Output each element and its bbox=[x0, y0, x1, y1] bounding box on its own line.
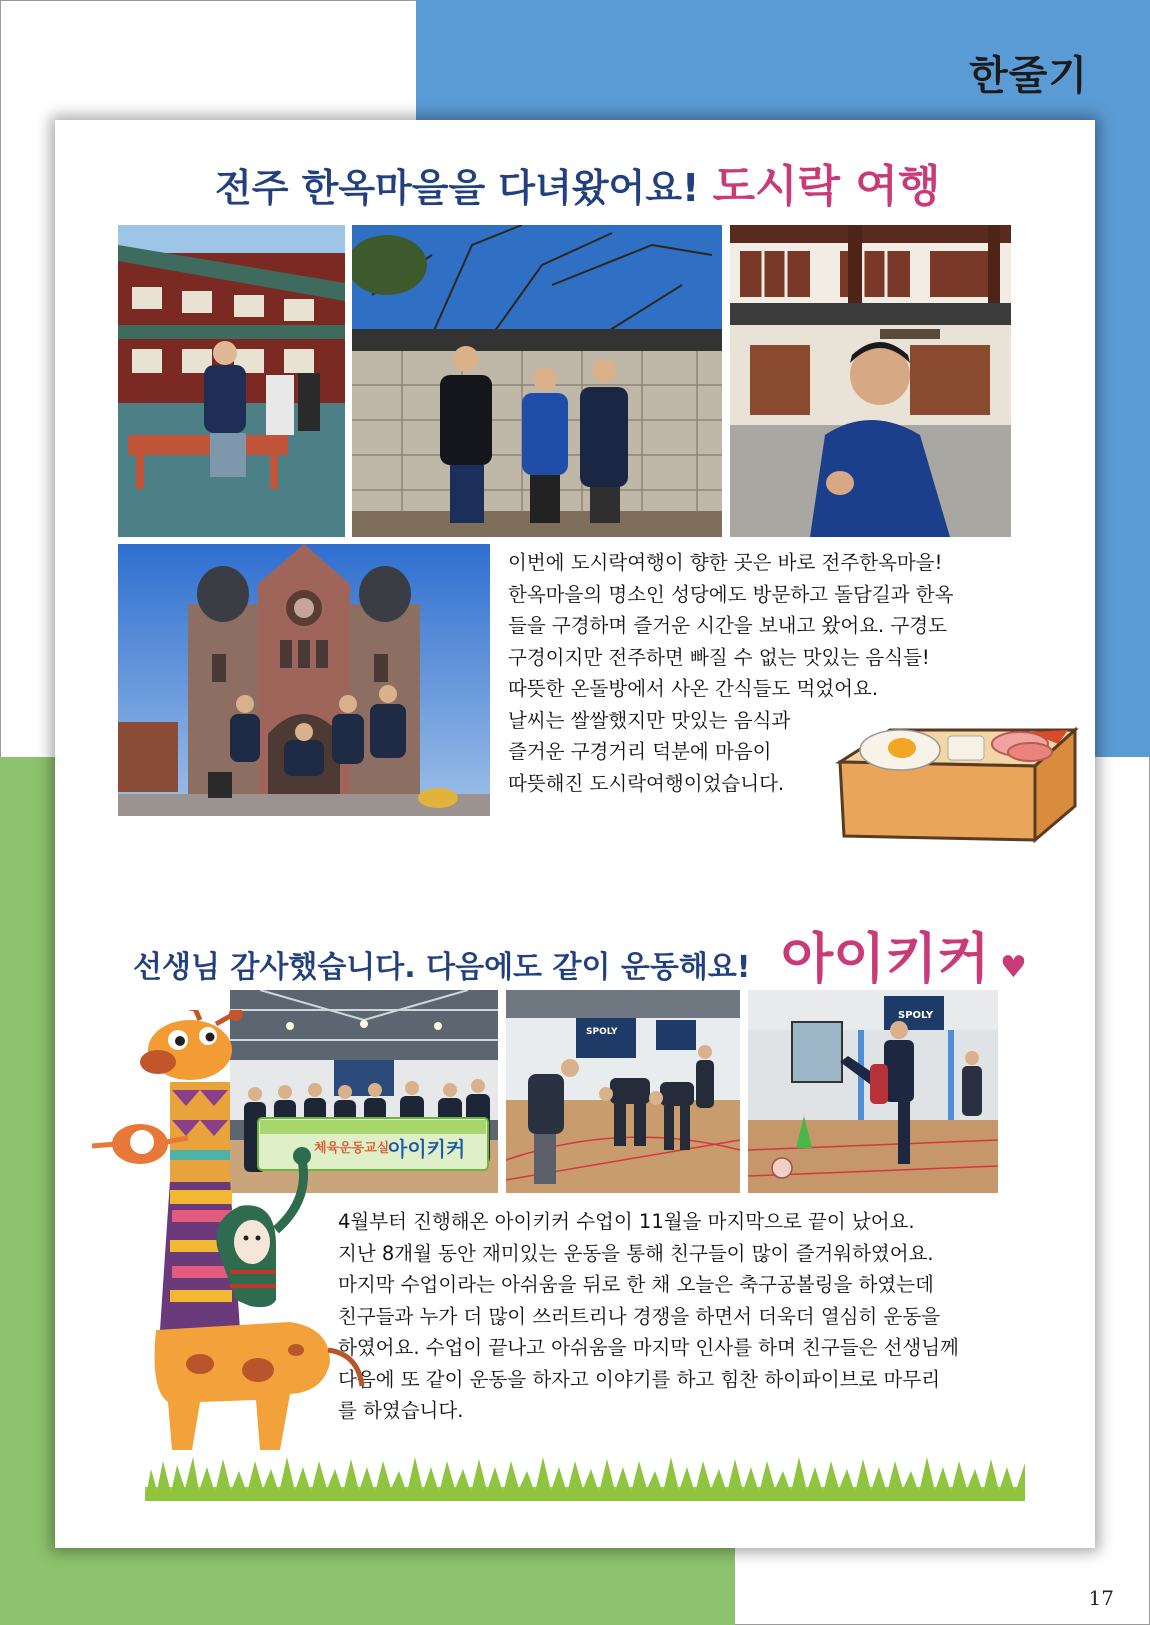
spoly-sign: SPOLY bbox=[586, 1027, 618, 1037]
article1-line: 이번에 도시락여행이 향한 곳은 바로 전주한옥마을! bbox=[508, 551, 943, 574]
article1-line: 구경이지만 전주하면 빠질 수 없는 맛있는 음식들! bbox=[508, 645, 930, 669]
article1-title-accent: 도시락 여행 bbox=[712, 161, 941, 212]
photo-cathedral bbox=[118, 544, 490, 816]
article2-title-main: 선생님 감사했습니다. 다음에도 같이 운동해요! bbox=[133, 950, 751, 985]
article1-line: 즐거운 구경거리 덕분에 마음이 bbox=[508, 740, 772, 763]
giraffe-illustration bbox=[80, 1010, 380, 1460]
spoly-sign: SPOLY bbox=[898, 1010, 934, 1021]
article2-line: 친구들과 누가 더 많이 쓰러트리나 경쟁을 하면서 더욱더 열심히 운동을 bbox=[338, 1304, 941, 1328]
article1-title-main: 전주 한옥마을을 다녀왔어요! bbox=[215, 166, 700, 210]
article2-body bbox=[338, 1206, 1038, 1427]
photo-gym-bowing bbox=[506, 990, 740, 1193]
photo-hanok-bench bbox=[118, 225, 345, 537]
article2-line: 지난 8개월 동안 재미있는 운동을 통해 친구들이 많이 즐거워하였어요. bbox=[338, 1241, 934, 1265]
article2-line: 4월부터 진행해온 아이키커 수업이 11월을 마지막으로 끝이 났어요. bbox=[338, 1210, 915, 1233]
article1-line: 따뜻해진 도시락여행이었습니다. bbox=[508, 771, 785, 795]
article2-line: 하였어요. 수업이 끝나고 아쉬움을 마지막 인사를 하며 친구들은 선생님께 bbox=[338, 1336, 959, 1359]
article1-line: 날씨는 쌀쌀했지만 맛있는 음식과 bbox=[508, 708, 791, 732]
photo-hanok-closeup bbox=[730, 225, 1011, 537]
article2-title bbox=[133, 916, 1027, 993]
article2-line: 를 하였습니다. bbox=[338, 1399, 464, 1422]
article1-line: 한옥마을의 명소인 성당에도 방문하고 돌담길과 한옥 bbox=[508, 582, 954, 606]
article2-line: 다음에 또 같이 운동을 하자고 이야기를 하고 힘찬 하이파이브로 마무리 bbox=[338, 1367, 941, 1391]
heart-icon: ♥ bbox=[1000, 950, 1027, 985]
lunchbox-illustration bbox=[830, 722, 1080, 847]
photo-gym-kick bbox=[748, 990, 998, 1193]
content-card bbox=[55, 120, 1095, 1548]
article1-line: 따뜻한 온돌방에서 사온 간식들도 먹었어요. bbox=[508, 677, 879, 700]
banner-text: 아이키커 bbox=[388, 1137, 466, 1161]
section-label: 한줄기 bbox=[969, 53, 1088, 99]
article1-title bbox=[215, 150, 940, 214]
photo-stone-wall bbox=[352, 225, 722, 537]
banner-sub: 체육운동교실 bbox=[314, 1141, 390, 1156]
article1-line: 들을 구경하며 즐거운 시간을 보내고 왔어요. 구경도 bbox=[508, 614, 947, 637]
grass-decoration bbox=[145, 1443, 1025, 1501]
page-number: 17 bbox=[1088, 1586, 1114, 1610]
article2-title-accent: 아이키커 bbox=[780, 927, 990, 990]
article2-line: 마지막 수업이라는 아쉬움을 뒤로 한 채 오늘은 축구공볼링을 하였는데 bbox=[338, 1273, 934, 1296]
